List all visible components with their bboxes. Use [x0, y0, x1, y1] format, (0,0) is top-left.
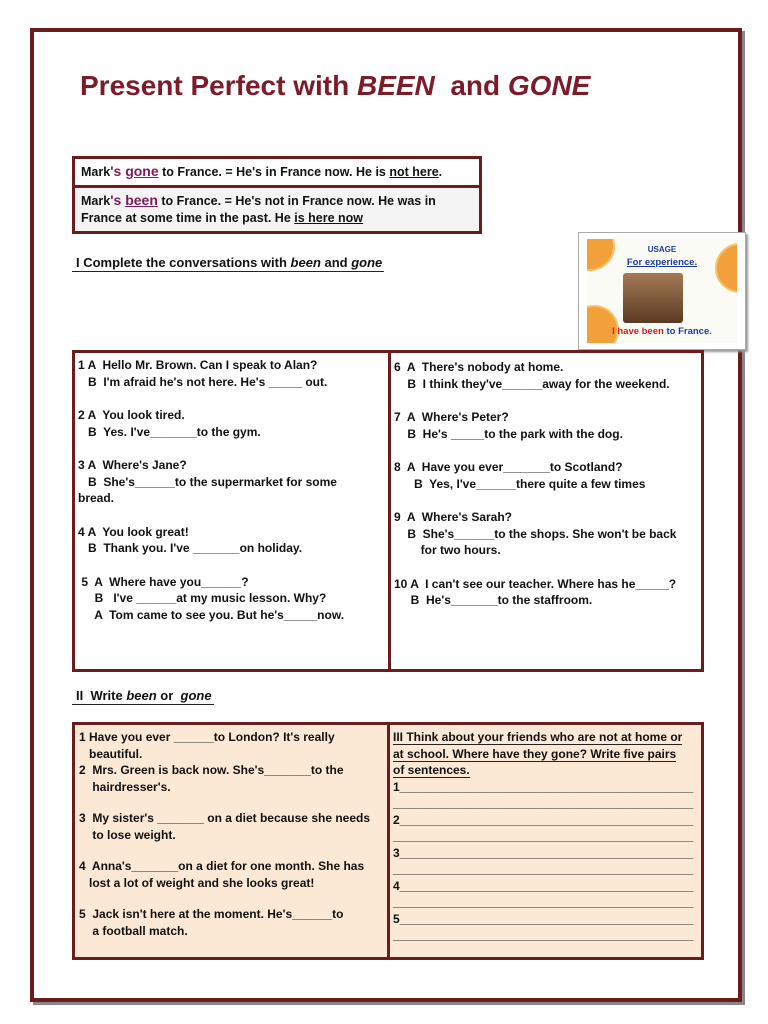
exercise2-item: 2 Mrs. Green is back now. She's_______to the hairdresser's. [79, 763, 344, 794]
section1-heading [72, 255, 384, 272]
exercise1-item: 7 A Where's Peter? B He's _____to the park with the dog. [394, 410, 623, 441]
caption-have-been: I have been [612, 326, 664, 337]
def2-s: 's [110, 192, 126, 208]
exercise3-task: at school. Where have they gone? Write five pairs [393, 746, 677, 761]
definition-been [75, 185, 479, 231]
exercise1-table [72, 350, 704, 672]
definition-box [72, 156, 482, 234]
answer-line[interactable]: _____________________________________________ [393, 829, 694, 843]
section2-prefix: II Write [76, 688, 127, 703]
def2-been: been [125, 192, 158, 208]
section2-gone: gone [180, 688, 212, 703]
exercise2-item: 4 Anna's_______on a diet for one month. She has lost a lot of weight and she looks great! [79, 859, 365, 890]
answer-line[interactable]: 3____________________________________________ [393, 845, 694, 860]
def2-text: to France. = He's not in France now. He was in France at some time in the past. He [81, 194, 436, 225]
def1-subject: Mark [81, 165, 111, 179]
exercise1-item: 2 A You look tired. B Yes. I've_______to the gym. [78, 408, 261, 439]
exercise2-column [75, 725, 390, 957]
def1-gone: gone [125, 163, 159, 179]
exercise3-task: of sentences. [393, 763, 470, 777]
exercise3-column [390, 725, 701, 957]
section1-been: been [290, 255, 321, 270]
exercise1-item: 3 A Where's Jane? B She's______to the supermarket for some bread. [78, 458, 337, 505]
answer-line[interactable]: 1____________________________________________ [393, 779, 694, 794]
exercise1-item: 9 A Where's Sarah? B She's______to the shops. She won't be back for two hours. [394, 510, 677, 557]
title-and: and [434, 70, 508, 101]
exercise2-table [72, 722, 704, 960]
exercise2-item: 1 Have you ever ______to London? It's really beautiful. [79, 730, 335, 761]
exercise1-item: 8 A Have you ever_______to Scotland? B Yes, I've______there quite a few times [394, 460, 646, 491]
exercise2-item: 3 My sister's _______ on a diet because she needs to lose weight. [79, 811, 371, 842]
exercise1-item: 6 A There's nobody at home. B I think they've______away for the weekend. [394, 360, 670, 391]
exercise3-task: III Think about your friends who are not at home or [393, 730, 683, 744]
title-prefix: Present Perfect with [80, 70, 357, 101]
title-gone: GONE [507, 70, 591, 101]
section2-been: been [126, 688, 157, 703]
title-been: BEEN [356, 70, 435, 101]
usage-caption [587, 326, 737, 337]
answer-line[interactable]: _____________________________________________ [393, 862, 694, 876]
exercise1-item: 4 A You look great! B Thank you. I've _______on holiday. [78, 524, 303, 555]
exercise1-item: 5 A Where have you______? B I've ______at my music lesson. Why? A Tom came to see you. But he's_____now. [81, 574, 345, 622]
exercise1-item: 1 A Hello Mr. Brown. Can I speak to Alan? B I'm afraid he's not here. He's _____ out. [78, 358, 328, 389]
eiffel-tower-icon [623, 273, 683, 323]
exercise1-right-column [391, 353, 701, 669]
def2-subject: Mark [81, 194, 111, 208]
answer-line[interactable]: _____________________________________________ [393, 895, 694, 909]
answer-line[interactable]: 5____________________________________________ [393, 911, 694, 926]
definition-gone [75, 159, 479, 185]
answer-line[interactable]: _____________________________________________ [393, 928, 694, 942]
exercise1-item: 10 A I can't see our teacher. Where has he_____? B He's_______to the staffroom. [394, 576, 677, 607]
def1-s: 's [110, 163, 126, 179]
def2-here-now: is here now [294, 211, 364, 225]
section2-heading [72, 688, 214, 705]
section2-or: or [156, 688, 181, 703]
page-title [80, 70, 590, 102]
usage-title: USAGE [647, 245, 677, 254]
usage-image [578, 232, 746, 350]
section1-gone: gone [351, 255, 383, 270]
answer-line[interactable]: 4____________________________________________ [393, 878, 694, 893]
section1-prefix: I Complete the conversations with [76, 255, 291, 270]
usage-illustration [587, 239, 737, 343]
section1-and: and [320, 255, 352, 270]
def1-text: to France. = He's in France now. He is [158, 165, 390, 179]
usage-subtitle: For experience. [626, 257, 698, 268]
answer-line[interactable]: _____________________________________________ [393, 796, 694, 810]
def1-not-here: not here [389, 165, 439, 179]
answer-line[interactable]: 2____________________________________________ [393, 812, 694, 827]
caption-rest: to France. [663, 326, 712, 337]
def1-period: . [438, 165, 443, 179]
exercise1-left-column [75, 353, 391, 669]
exercise2-item: 5 Jack isn't here at the moment. He's______to a football match. [79, 907, 344, 938]
orange-slice-icon [587, 305, 619, 343]
